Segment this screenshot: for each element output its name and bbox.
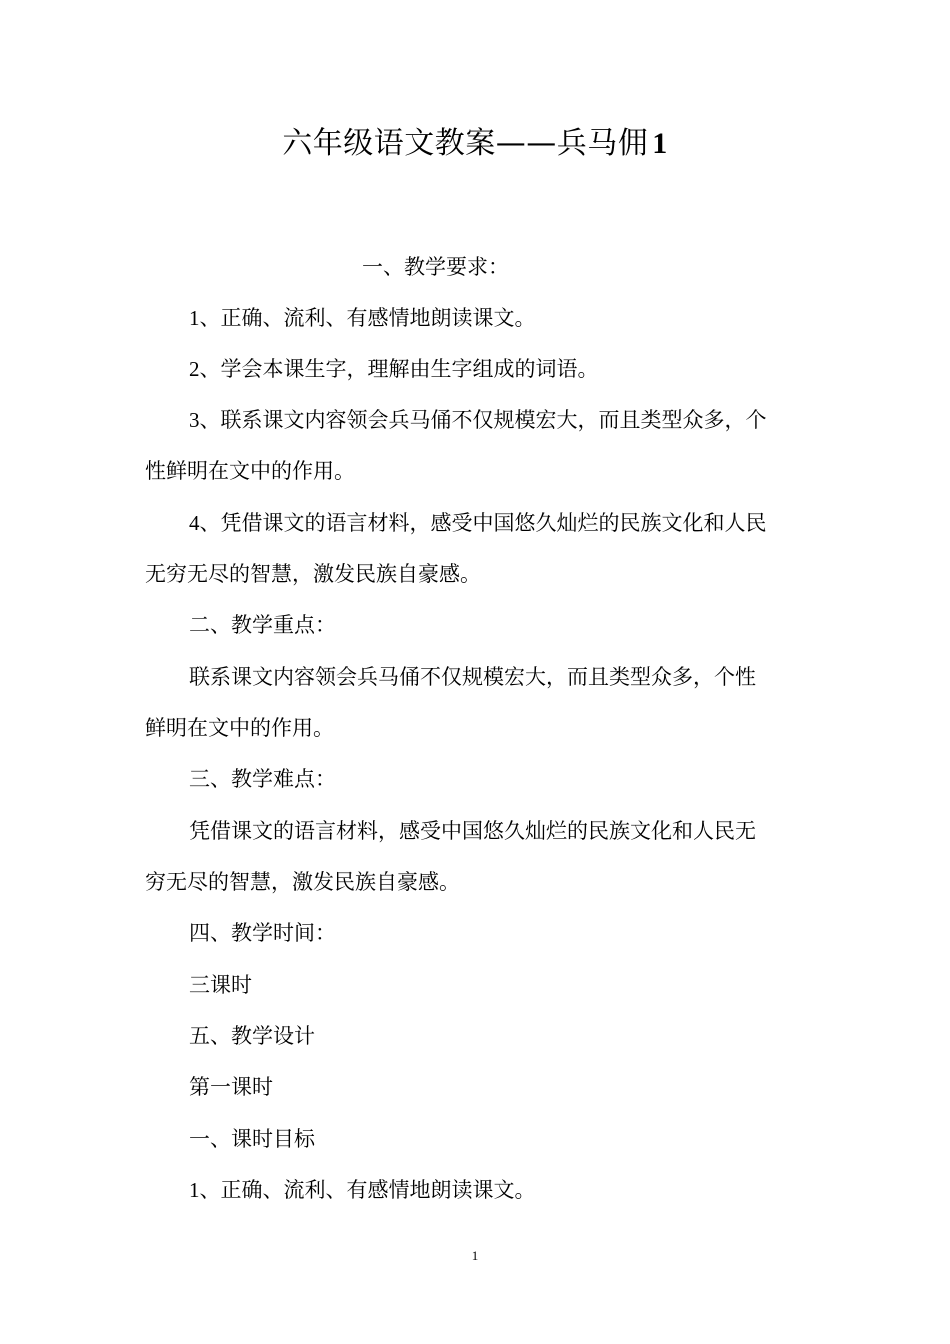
paragraph-lesson-goal-1: 1、正确、流利、有感情地朗读课文。 (189, 1178, 536, 1202)
paragraph-requirement-4: 4、凭借课文的语言材料，感受中国悠久灿烂的民族文化和人民 (189, 511, 767, 535)
title-number: 1 (652, 127, 668, 160)
paragraph-difficulties: 凭借课文的语言材料，感受中国悠久灿烂的民族文化和人民无 (189, 819, 756, 843)
section-heading-lesson-goals: 一、课时目标 (189, 1127, 315, 1151)
paragraph-requirement-3: 3、联系课文内容领会兵马俑不仅规模宏大，而且类型众多，个 (189, 408, 767, 432)
paragraph-difficulties-cont: 穷无尽的智慧，激发民族自豪感。 (145, 870, 460, 894)
section-heading-key-points: 二、教学重点： (189, 613, 336, 637)
paragraph-first-lesson: 第一课时 (189, 1075, 273, 1099)
document-title (0, 122, 950, 166)
paragraph-key-points-cont: 鲜明在文中的作用。 (145, 716, 334, 740)
section-heading-requirements: 一、教学要求： (362, 255, 509, 279)
section-heading-design: 五、教学设计 (189, 1024, 315, 1048)
paragraph-time: 三课时 (189, 973, 252, 997)
title-text: 六年级语文教案——兵马佣 (282, 126, 649, 161)
section-heading-difficulties: 三、教学难点： (189, 767, 336, 791)
paragraph-requirement-2: 2、学会本课生字，理解由生字组成的词语。 (189, 357, 599, 381)
paragraph-requirement-1: 1、正确、流利、有感情地朗读课文。 (189, 306, 536, 330)
paragraph-requirement-3-cont: 性鲜明在文中的作用。 (145, 459, 355, 483)
page-number: 1 (471, 1248, 479, 1263)
section-heading-time: 四、教学时间： (189, 921, 336, 945)
paragraph-requirement-4-cont: 无穷无尽的智慧，激发民族自豪感。 (145, 562, 481, 586)
paragraph-key-points: 联系课文内容领会兵马俑不仅规模宏大，而且类型众多，个性 (189, 665, 756, 689)
